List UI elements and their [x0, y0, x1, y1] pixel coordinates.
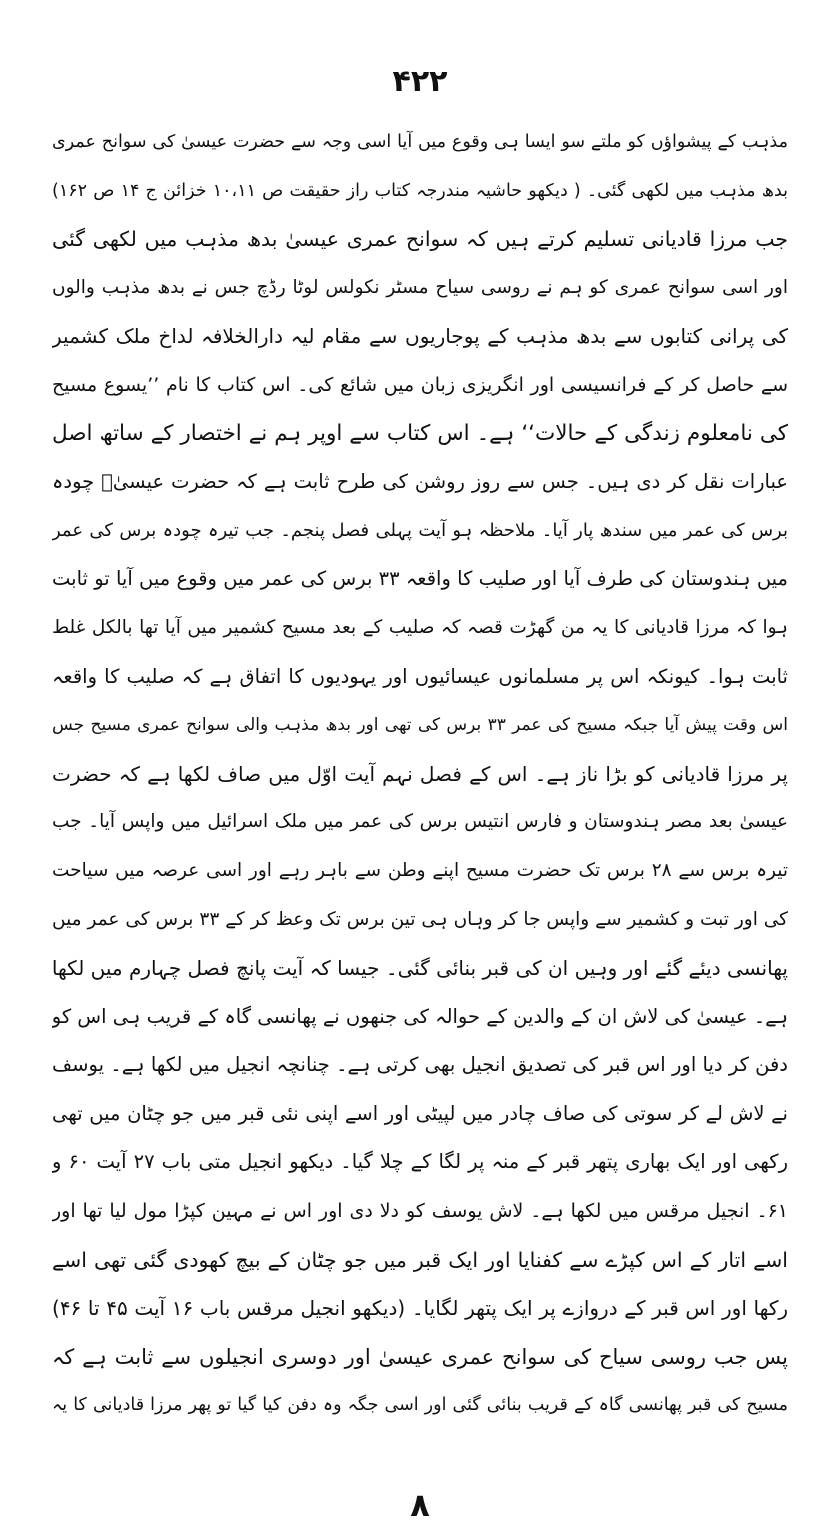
- text-line: اس وقت پیش آیا جبکہ مسیح کی عمر ۳۳ برس کی تھی اور بدھ مذہب والی سوانح عمری مسیح جس: [52, 715, 788, 736]
- text-line: ۶۱۔ انجیل مرقس میں لکھا ہے۔ لاش یوسف کو دلا دی اور اس نے مہین کپڑا مول لیا تھا اور: [52, 1200, 788, 1223]
- text-line: اور اسی سوانح عمری کو ہم نے روسی سیاح مسٹر نکولس لوٹا رڈچ جس نے بدھ مذہب والوں: [52, 276, 788, 298]
- text-line: میں ہندوستان کی طرف آیا اور صلیب کا واقعہ ۳۳ برس کی عمر میں وقوع میں آیا تو ثابت: [52, 567, 788, 591]
- text-line: ہوا کہ مرزا قادیانی کا یہ من گھڑت قصہ کہ صلیب کے بعد مسیح کشمیر میں آیا تھا بالکل غلط: [52, 616, 788, 638]
- text-line-reference: رکھا اور اس قبر کے دروازے پر ایک پتھر لگایا۔ (دیکھو انجیل مرقس باب ۱۶ آیت ۴۵ تا ۴۶): [52, 1296, 788, 1321]
- text-line: کی اور تبت و کشمیر سے واپس جا کر وہاں ہی تین برس تک وعظ کر کے ۳۳ برس کی عمر میں: [52, 908, 788, 930]
- body-text: [52, 118, 788, 1430]
- page-number-header: ۴۲۲: [392, 64, 448, 99]
- text-line: ثابت ہوا۔ کیونکہ اس پر مسلمانوں عیسائیوں اور یہودیوں کا اتفاق ہے کہ صلیب کا واقعہ: [52, 664, 788, 688]
- text-line: کی نامعلوم زندگی کے حالات‘‘ ہے۔ اس کتاب سے اوپر ہم نے اختصار کے ساتھ اصل: [52, 420, 788, 446]
- text-line: عیسیٰ بعد مصر ہندوستان و فارس انتیس برس کی عمر میں ملک اسرائیل میں واپس آیا۔ جب: [52, 811, 788, 833]
- text-line: ہے۔ عیسیٰ کی لاش ان کے والدین کے حوالہ کی جنھوں نے پھانسی گاہ کے قریب ہی اس کو: [52, 1004, 788, 1028]
- text-line: دفن کر دیا اور اس قبر کی تصدیق انجیل بھی کرتی ہے۔ چنانچہ انجیل میں لکھا ہے۔ یوسف: [52, 1053, 788, 1077]
- text-line: کی پرانی کتابوں سے بدھ مذہب کے پوجاریوں سے مقام لیہ دارالخلافہ لداخ ملک کشمیر: [52, 324, 788, 349]
- text-line: پر مرزا قادیانی کو بڑا ناز ہے۔ اس کے فصل نہم آیت اوّل میں صاف لکھا ہے کہ حضرت: [52, 761, 788, 786]
- text-line: تیرہ برس سے ۲۸ برس تک حضرت مسیح اپنے وطن سے باہر رہے اور اسی عرصہ میں سیاحت: [52, 859, 788, 881]
- text-line: برس کی عمر میں سندھ پار آیا۔ ملاحظہ ہو آیت پہلی فصل پنجم۔ جب تیرہ چودہ برس کی عمر: [52, 519, 788, 541]
- text-line: پھانسی دیئے گئے اور وہیں ان کی قبر بنائی گئی۔ جیسا کہ آیت پانچ فصل چہارم میں لکھا: [52, 956, 788, 981]
- text-line: رکھی اور ایک بھاری پتھر قبر کے منہ پر لگا کے چلا گیا۔ دیکھو انجیل متی باب ۲۷ آیت ۶۰ و: [52, 1150, 788, 1174]
- text-line: مسیح کی قبر پھانسی گاہ کے قریب بنائی گئی اور اسی جگہ وہ دفن کیا گیا تو پھر مرزا قادیانی کا یہ: [52, 1395, 788, 1416]
- text-line: اسے اتار کے اس کپڑے سے کفنایا اور ایک قبر میں جو چٹان کے بیچ کھودی گئی تھی اسے: [52, 1247, 788, 1272]
- text-line: سے حاصل کر کے فرانسیسی اور انگریزی زبان میں شائع کی۔ اس کتاب کا نام ’’یسوع مسیح: [52, 373, 788, 396]
- text-line: جب مرزا قادیانی تسلیم کرتے ہیں کہ سوانح عمری عیسیٰ بدھ مذہب میں لکھی گئی: [52, 227, 788, 252]
- text-line: نے لاش لے کر سوتی کی صاف چادر میں لپیٹی اور اسے اپنی نئی قبر میں جو چٹان میں تھی: [52, 1101, 788, 1125]
- text-line-reference: بدھ مذہب میں لکھی گئی۔ ( دیکھو حاشیہ مندرجہ کتاب راز حقیقت ص ۱۰،۱۱ خزائن ج ۱۴ ص ۱۶۲): [52, 180, 788, 201]
- text-line: پس جب روسی سیاح کی سوانح عمری عیسیٰ اور دوسری انجیلوں سے ثابت ہے کہ: [52, 1344, 788, 1369]
- text-line: عبارات نقل کر دی ہیں۔ جس سے روز روشن کی طرح ثابت ہے کہ حضرت عیسیٰؑ چودہ: [52, 470, 788, 494]
- text-line: مذہب کے پیشواؤں کو ملتے سو ایسا ہی وقوع میں آیا اسی وجہ سے حضرت عیسیٰ کی سوانح عمری: [52, 132, 788, 152]
- page-number-footer: ۸: [410, 1486, 430, 1524]
